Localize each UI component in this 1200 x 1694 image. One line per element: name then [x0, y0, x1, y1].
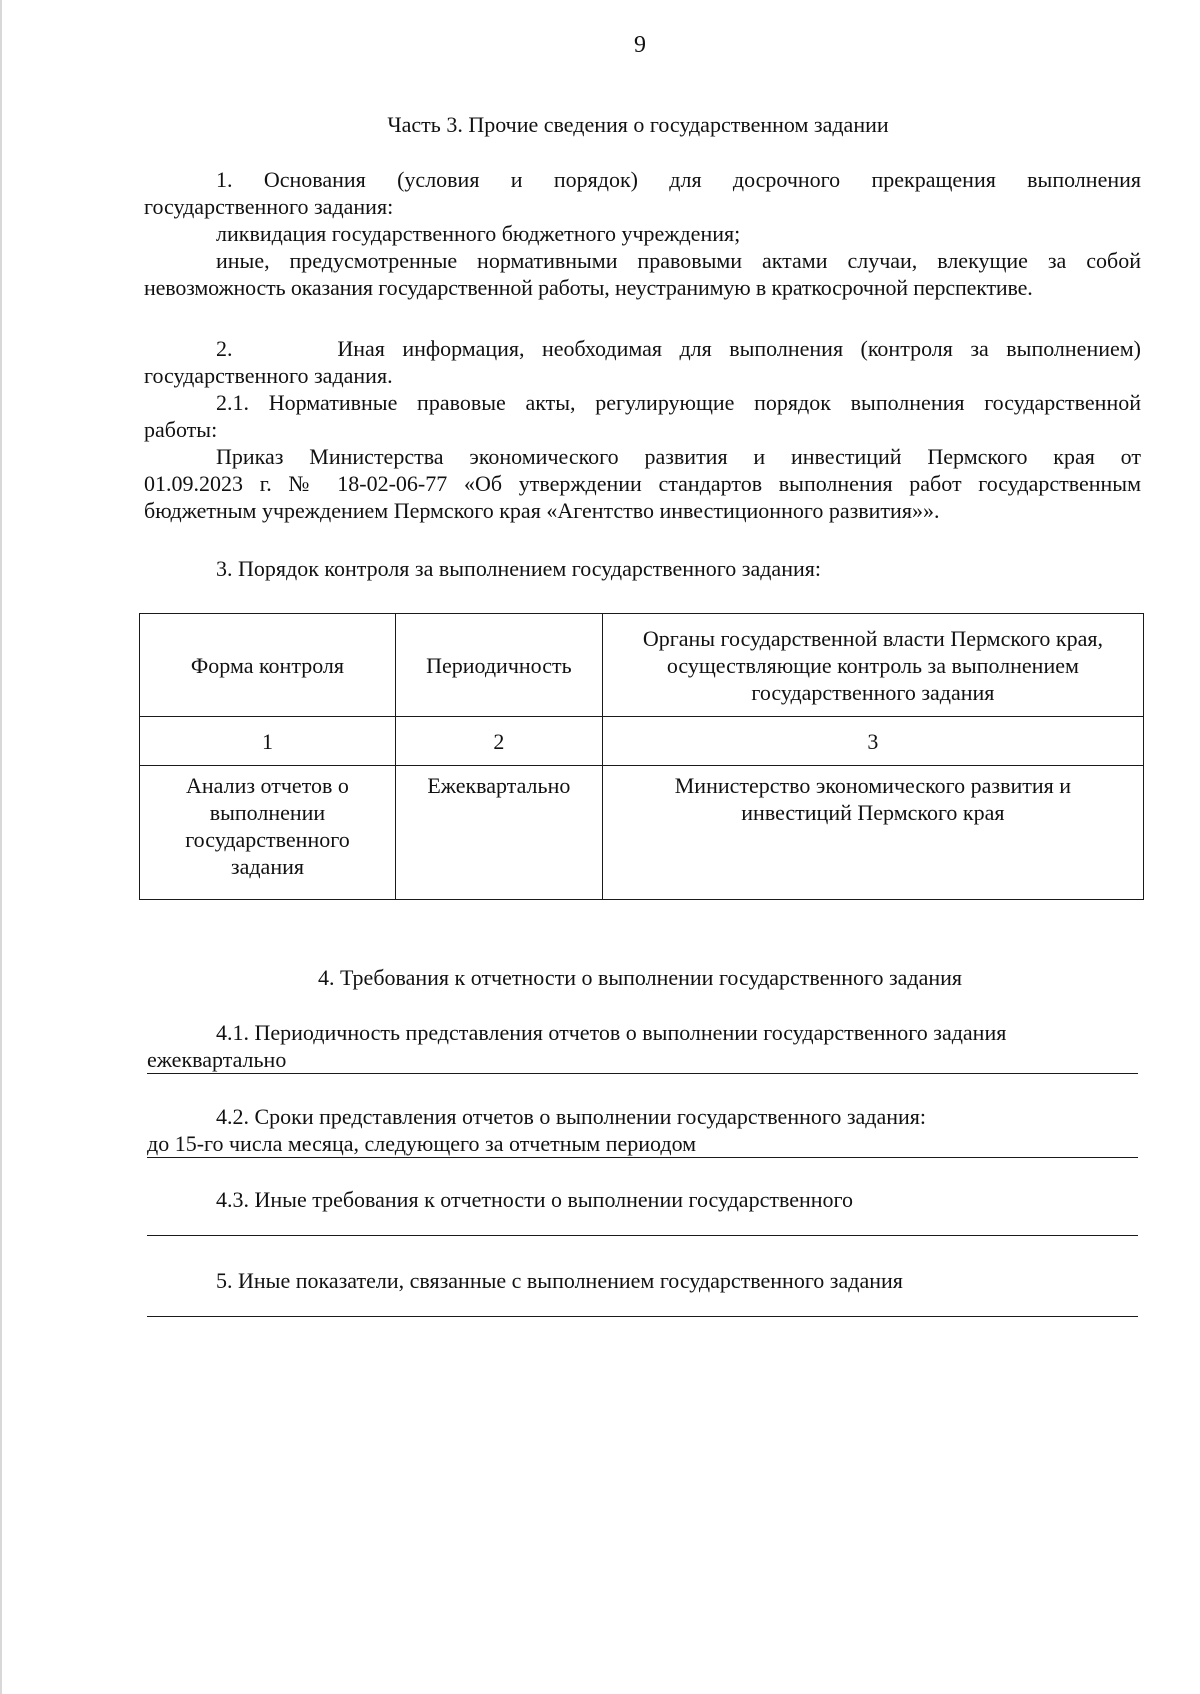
- header-period: Периодичность: [395, 614, 602, 717]
- section1-item1: ликвидация государственного бюджетного учреждения;: [216, 221, 741, 246]
- section2-line1: [144, 335, 1141, 362]
- section4-2-fill: [147, 1130, 1138, 1158]
- order-line1: Приказ Министерства экономического развития и инвестиций Пермского края от: [216, 444, 1141, 469]
- section1-item2-line1: иные, предусмотренные нормативными правовыми актами случаи, влекущие за собой: [216, 248, 1141, 273]
- section5-blank-line: [147, 1315, 1138, 1317]
- header-form: Форма контроля: [140, 614, 396, 717]
- section4-1-label: 4.1. Периодичность представления отчетов о выполнении государственного задания: [216, 1020, 1007, 1045]
- section2-number: 2.: [216, 336, 233, 361]
- scan-edge: [0, 0, 2, 1694]
- row-period: Ежеквартально: [395, 766, 602, 900]
- order-line3: бюджетным учреждением Пермского края «Агентство инвестиционного развития»».: [144, 498, 940, 523]
- row-authority: Министерство экономического развития и инвестиций Пермского края: [602, 766, 1143, 900]
- section5-title: 5. Иные показатели, связанные с выполнением государственного задания: [216, 1268, 903, 1293]
- section2-line2: государственного задания.: [144, 363, 393, 388]
- section4-2-label: 4.2. Сроки представления отчетов о выполнении государственного задания:: [216, 1104, 927, 1129]
- section1-line2: государственного задания:: [144, 194, 394, 219]
- section4-1-value: ежеквартально: [147, 1047, 287, 1072]
- col-number-3: 3: [602, 717, 1143, 766]
- section1-item2-line2: невозможность оказания государственной работы, неустранимую в краткосрочной перспективе.: [144, 275, 1033, 300]
- order-line2: 01.09.2023 г. № 18-02-06-77 «Об утверждении стандартов выполнения работ государственным: [144, 471, 1141, 496]
- section2-1-line2: работы:: [144, 417, 218, 442]
- col-number-1: 1: [140, 717, 396, 766]
- part3-title: Часть 3. Прочие сведения о государственном задании: [387, 112, 889, 137]
- section4-3-blank-line: [147, 1234, 1138, 1236]
- page-number: 9: [634, 32, 646, 58]
- section4-3-label: 4.3. Иные требования к отчетности о выполнении государственного: [216, 1187, 853, 1212]
- control-table: [139, 613, 1144, 900]
- table-row: [140, 766, 1144, 900]
- table-header-row: [140, 614, 1144, 717]
- col-number-2: 2: [395, 717, 602, 766]
- header-authority: Органы государственной власти Пермского края, осуществляющие контроль за выполнением государственного задания: [602, 614, 1143, 717]
- row-form: Анализ отчетов о выполнении государственного задания: [140, 766, 396, 900]
- section4-1-fill: [147, 1046, 1138, 1074]
- section3-title: 3. Порядок контроля за выполнением государственного задания:: [216, 556, 821, 581]
- section4-title: 4. Требования к отчетности о выполнении государственного задания: [317, 965, 963, 990]
- section1-line1: 1. Основания (условия и порядок) для досрочного прекращения выполнения: [216, 167, 1141, 192]
- table-number-row: [140, 717, 1144, 766]
- section2-1-line1: 2.1. Нормативные правовые акты, регулирующие порядок выполнения государственной: [216, 390, 1141, 415]
- section2-line1-text: Иная информация, необходимая для выполнения (контроля за выполнением): [337, 336, 1142, 361]
- section4-2-value: до 15-го числа месяца, следующего за отчетным периодом: [147, 1131, 697, 1156]
